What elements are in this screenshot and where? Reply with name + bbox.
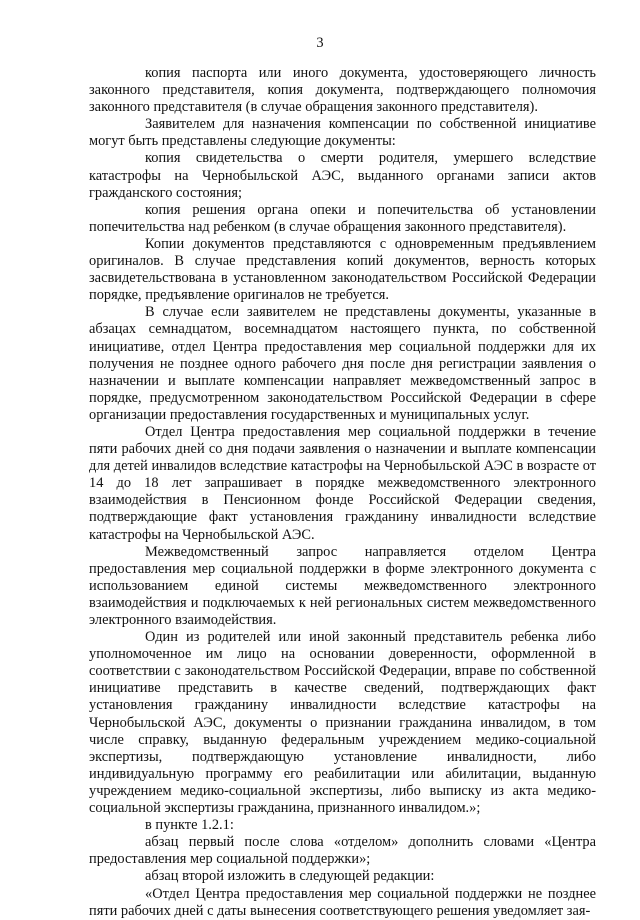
paragraph: в пункте 1.2.1: <box>145 817 234 834</box>
paragraph: Заявителем для назначения компенсации по собственной инициативе могут быть представлены следующие документы: <box>89 116 596 150</box>
document-body <box>89 65 596 920</box>
paragraph: «Отдел Центра предоставления мер социальной поддержки не позднее пяти рабочих дней с даты вынесения соответствующего решения уведомляет зая- <box>89 885 596 919</box>
paragraph: В случае если заявителем не представлены документы, указанные в абзацах семнадцатом, восемнадцатом настоящего пункта, по собственной инициативе, отдел Центра предоставления мер социальной поддержки для их получения не позднее одного рабочего дня после дня регистрации заявления о назначении и выплате компенсации направляет межведомственный запрос в порядке, предусмотренном законодательством Российской Федерации в сфере организации предоставления государственных и муниципальных услуг. <box>89 304 596 423</box>
paragraph: Один из родителей или иной законный представитель ребенка либо уполномоченное им лицо на основании доверенности, оформленной в соответствии с законодательством Российской Федерации, вправе по собственной инициативе представить в качестве сведений, подтверждающих факт установления гражданину инвалидности вследствие катастрофы на Чернобыльской АЭС, документы о признании гражданина инвалидом, в том числе справку, выданную федеральным учреждением медико-социальной экспертизы, подтверждающую установление инвалидности, либо индивидуальную программу его реабилитации или абилитации, выданную учреждением медико-социальной экспертизы, либо выписку из акта медико-социальной экспертизы гражданина, признанного инвалидом.»; <box>89 629 596 817</box>
paragraph: Отдел Центра предоставления мер социальной поддержки в течение пяти рабочих дней со дня подачи заявления о назначении и выплате компенсации для детей инвалидов вследствие катастрофы на Чернобыльской АЭС в возрасте от 14 до 18 лет запрашивает в порядке межведомственного электронного взаимодействия в Пенсионном фонде Российской Федерации сведения, подтверждающие факт установления гражданину инвалидности вследствие катастрофы на Чернобыльской АЭС. <box>89 423 596 543</box>
paragraph: копия паспорта или иного документа, удостоверяющего личность законного представителя, копия документа, подтверждающего полномочия законного представителя (в случае обращения законного представителя). <box>89 65 596 116</box>
page-number: 3 <box>316 35 324 51</box>
paragraph: абзац второй изложить в следующей редакции: <box>145 868 435 885</box>
paragraph: Межведомственный запрос направляется отделом Центра предоставления мер социальной поддержки в форме электронного документа с использованием единой системы межведомственного электронного взаимодействия и подключаемых к ней региональных систем межведомственного электронного взаимодействия. <box>89 543 596 628</box>
paragraph: копия свидетельства о смерти родителя, умершего вследствие катастрофы на Чернобыльской АЭС, выданного органами записи актов гражданского состояния; <box>89 150 596 201</box>
paragraph: копия решения органа опеки и попечительства об установлении попечительства над ребенком (в случае обращения законного представителя). <box>89 201 596 235</box>
paragraph: Копии документов представляются с одновременным предъявлением оригиналов. В случае представления копий документов, верность которых засвидетельствована в установленном законодательством Российской Федерации порядке, предъявление оригиналов не требуется. <box>89 235 596 304</box>
paragraph: абзац первый после слова «отделом» дополнить словами «Центра предоставления мер социальной поддержки»; <box>89 834 596 868</box>
